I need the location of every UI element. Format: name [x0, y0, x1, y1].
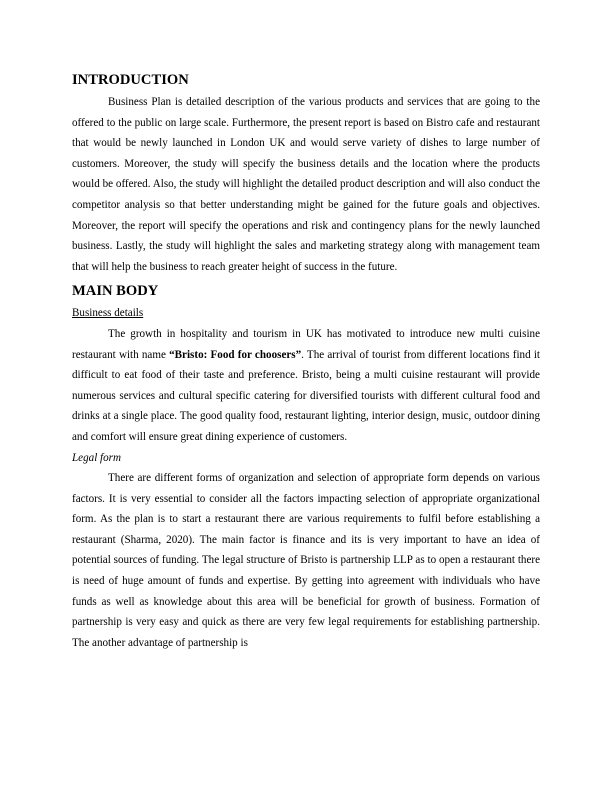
- introduction-heading: INTRODUCTION: [72, 72, 189, 88]
- business-details-subheading: Business details: [72, 307, 144, 320]
- business-details-text-after: . The arrival of tourist from different locations find it difficult to eat food of their taste and preference. Bristo, being a multi cuisine restaurant will provide numerous services and cultural specific catering for diversified tourists with different cultural food and drinks at a single place. The good quality food, restaurant lighting, interior design, music, outdoor dining and comfort will ensure great dining experience of customers.: [72, 348, 540, 443]
- legal-form-subheading: Legal form: [72, 451, 122, 464]
- business-details-paragraph: [72, 324, 540, 448]
- restaurant-name: “Bristo: Food for choosers”: [169, 348, 302, 361]
- introduction-paragraph: Business Plan is detailed description of the various products and services that are going to the offered to the public on large scale. Furthermore, the present report is based on Bistro cafe and restaurant that would be newly launched in London UK and would serve variety of dishes to large number of customers. Moreover, the study will specify the business details and the location where the products would be offered. Also, the study will highlight the detailed product description and will also conduct the competitor analysis so that better understanding might be gained for the future goals and objectives. Moreover, the report will specify the operations and risk and contingency plans for the newly launched business. Lastly, the study will highlight the sales and marketing strategy along with management team that will help the business to reach greater height of success in the future.: [72, 96, 540, 273]
- document-page: [72, 72, 540, 653]
- business-details-text-before: The growth in hospitality and tourism in UK has motivated to introduce new multi cuisine restaurant with name: [72, 327, 540, 361]
- main-body-heading: MAIN BODY: [72, 283, 159, 300]
- legal-form-paragraph: There are different forms of organization and selection of appropriate form depends on various factors. It is very essential to consider all the factors impacting selection of appropriate organizational form. As the plan is to start a restaurant there are various requirements to fulfil before establishing a restaurant (Sharma, 2020). The main factor is finance and its is very important to have an idea of potential sources of funding. The legal structure of Bristo is partnership LLP as to open a restaurant there is need of huge amount of funds and expertise. By getting into agreement with individuals who have funds as well as knowledge about this area will be beneficial for growth of business. Formation of partnership is very easy and quick as there are very few legal requirements for establishing partnership. The another advantage of partnership is: [72, 472, 540, 649]
